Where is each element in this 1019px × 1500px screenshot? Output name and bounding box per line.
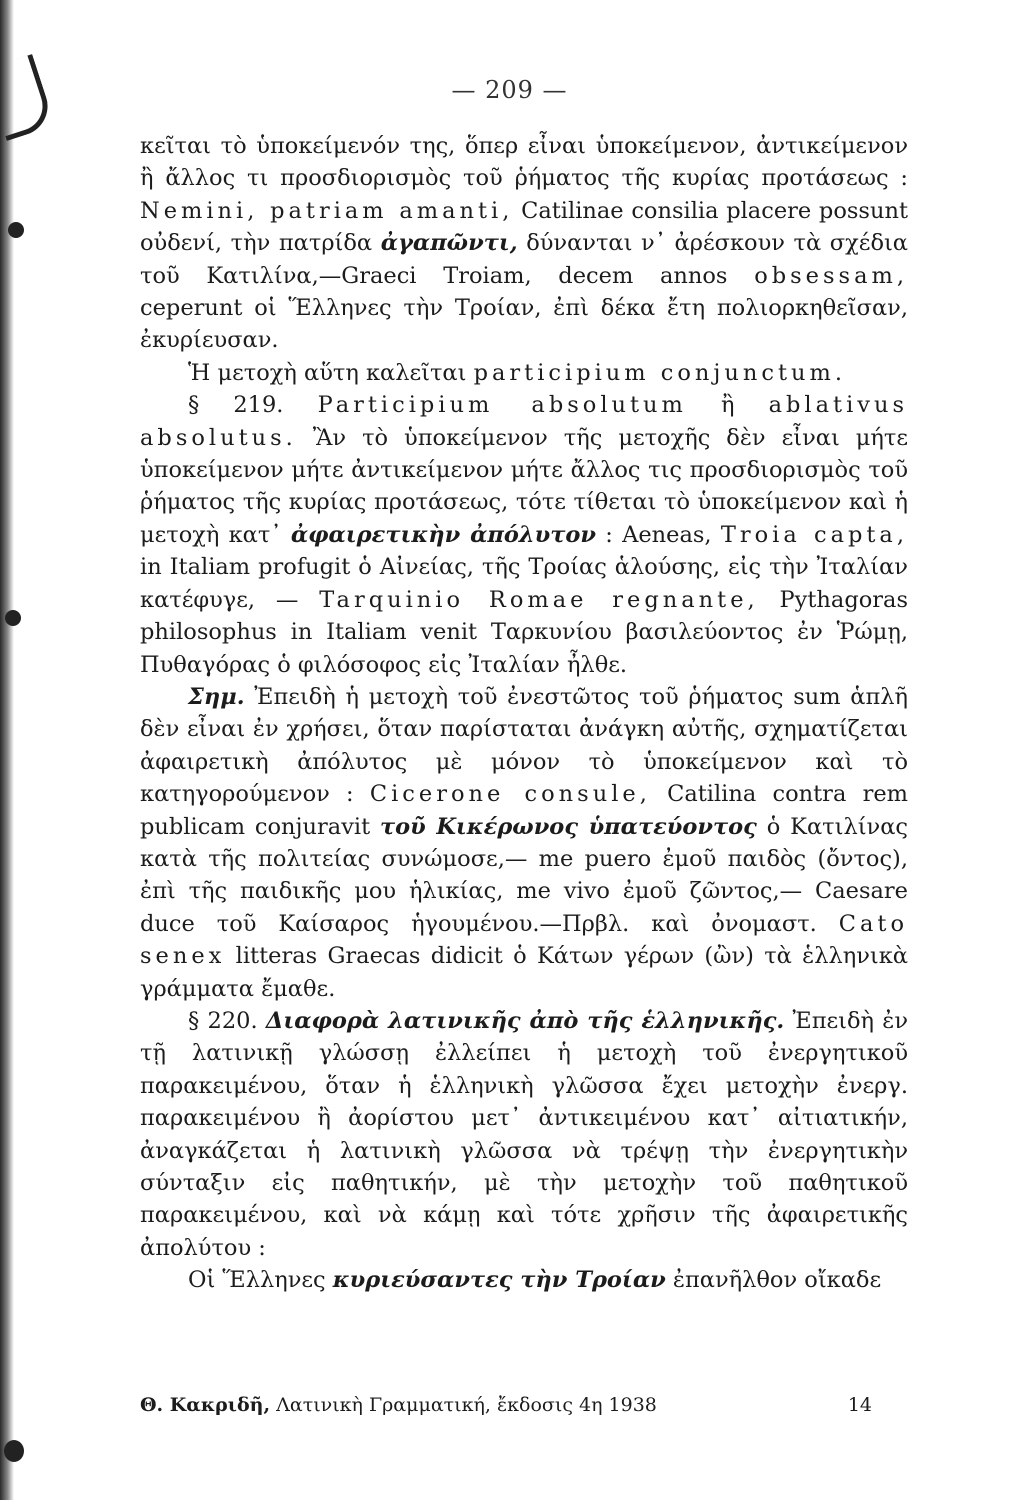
section-219: § 219. Participium absolutum ἢ ablativus absolutus. Ἂν τὸ ὑποκείμενον τῆς μετοχῆς δὲν εἶναι μήτε ὑποκείμενον μήτε ἀντικείμενον μήτε ἄλλος τις προσδιορισμὸς τοῦ ῥήματος τῆς κυρίας προτάσεως, τότε τίθεται τὸ ὑποκείμενον καὶ ἡ μετοχὴ κατ᾽ ἀφαιρετικὴν ἀπόλυτον : Aeneas, Troia capta, in Italiam profugit ὁ Αἰνείας, τῆς Τροίας ἁλούσης, εἰς τὴν Ἰταλίαν κατέφυγε, — Tarquinio Romae regnante, Pythagoras philosophus in Italiam venit Ταρκυνίου βασιλεύοντος ἐν Ῥώμῃ, Πυθαγόρας ὁ φιλόσοφος εἰς Ἰταλίαν ἦλθε.: [140, 392, 909, 678]
page-footer: [140, 1394, 908, 1416]
footer-title: Λατινικὴ Γραμματική, ἔκδοσις 4η 1938: [276, 1394, 657, 1416]
footer-author: Θ. Κακριδῆ,: [140, 1394, 271, 1416]
footer-signature: 14: [847, 1394, 872, 1416]
section-220: § 220. Διαφορὰ λατινικῆς ἀπὸ τῆς ἑλληνικῆς. Ἐπειδὴ ἐν τῇ λατινικῇ γλώσσῃ ἐλλείπει ἡ μετοχὴ τοῦ ἐνεργητικοῦ παρακειμένου, ὅταν ἡ ἑλληνικὴ γλῶσσα ἔχει μετοχὴν ἐνεργ. παρακειμένου ἢ ἀορίστου μετ᾽ ἀντικειμένου κατ᾽ αἰτιατικήν, ἀναγκάζεται ἡ λατινικὴ γλῶσσα νὰ τρέψῃ τὴν ἐνεργητικὴν σύνταξιν εἰς παθητικήν, μὲ τὴν μετοχὴν τοῦ παθητικοῦ παρακειμένου, καὶ νὰ κάμῃ καὶ τότε χρῆσιν τῆς ἀφαιρετικῆς ἀπολύτου :: [140, 1007, 909, 1261]
punch-hole: [5, 610, 21, 626]
punch-hole: [4, 1440, 24, 1462]
paragraph-6: Οἱ Ἕλληνες κυριεύσαντες τὴν Τροίαν ἐπανῆλθον οἴκαδε: [188, 1267, 882, 1294]
note-paragraph: Σημ. Ἐπειδὴ ἡ μετοχὴ τοῦ ἐνεστῶτος τοῦ ῥήματος sum ἁπλῆ δὲν εἶναι ἐν χρήσει, ὅταν παρίσταται ἀνάγκη αὐτῆς, σχηματίζεται ἀφαιρετικὴ ἀπόλυτος μὲ μόνον τὸ ὑποκείμενον καὶ τὸ κατηγορούμενον : Cicerone consule, Catilina contra rem publicam conjuravit τοῦ Κικέρωνος ὑπατεύοντος ὁ Κατιλίνας κατὰ τῆς πολιτείας συνώμοσε,— me puero ἐμοῦ παιδὸς (ὄντος), ἐπὶ τῆς παιδικῆς μου ἡλικίας, me vivo ἐμοῦ ζῶντος,— Caesare duce τοῦ Καίσαρος ἡγουμένου.—Πρβλ. καὶ ὀνομαστ. Cato senex litteras Graecas didicit ὁ Κάτων γέρων (ὢν) τὰ ἑλληνικὰ γράμματα ἔμαθε.: [140, 683, 909, 1002]
page-number: — 209 —: [451, 76, 568, 104]
footer-citation: [140, 1394, 657, 1416]
body-text: [140, 130, 908, 1297]
punch-hole: [8, 222, 24, 238]
paragraph-1: κεῖται τὸ ὑποκείμενόν της, ὅπερ εἶναι ὑποκείμενον, ἀντικείμενον ἢ ἄλλος τι προσδιορισμὸς τοῦ ῥήματος τῆς κυρίας προτάσεως : Nemini, patriam amanti, Catilinae consilia placere possunt οὐδενί, τὴν πατρίδα ἀγαπῶντι, δύνανται ν᾽ ἀρέσκουν τὰ σχέδια τοῦ Κατιλίνα,—Graeci Troiam, decem annos obsessam, ceperunt οἱ Ἕλληνες τὴν Τροίαν, ἐπὶ δέκα ἔτη πολιορκηθεῖσαν, ἐκυρίευσαν.: [140, 133, 909, 354]
paragraph-2: Ἡ μετοχὴ αὕτη καλεῖται participium conjunctum.: [188, 359, 846, 386]
